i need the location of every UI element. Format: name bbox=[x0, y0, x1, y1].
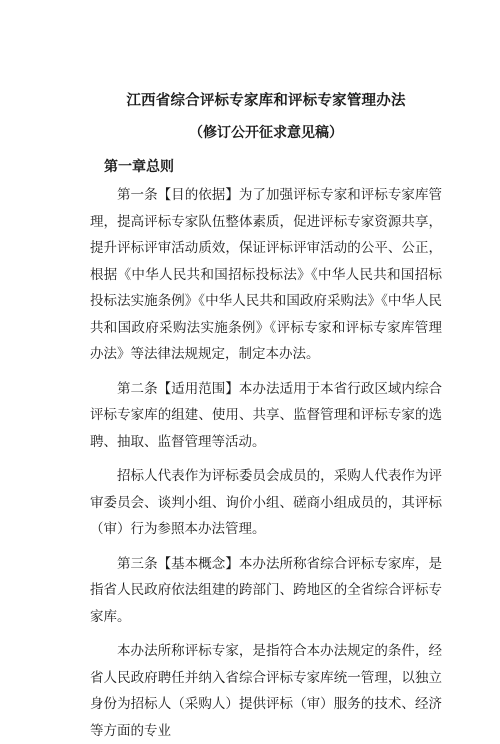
paragraph-article-3-definition: 本办法所称评标专家，是指符合本办法规定的条件，经省人民政府聘任并纳入省综合评标专家库统一管理，以独立身份为招标人（采购人）提供评标（审）服务的技术、经济等方面的专业 bbox=[90, 643, 442, 739]
document-subtitle: （修订公开征求意见稿） bbox=[189, 125, 343, 141]
paragraph-article-2: 第二条【适用范围】本办法适用于本省行政区域内综合评标专家库的组建、使用、共享、监督管理和评标专家的选聘、抽取、监督管理等活动。 bbox=[90, 380, 442, 450]
paragraph-article-2-note: 招标人代表作为评标委员会成员的，采购人代表作为评审委员会、谈判小组、询价小组、磋商小组成员的，其评标（审）行为参照本办法管理。 bbox=[90, 468, 442, 537]
document-title: 江西省综合评标专家库和评标专家管理办法 bbox=[126, 93, 406, 109]
paragraph-article-3: 第三条【基本概念】本办法所称省综合评标专家库，是指省人民政府依法组建的跨部门、跨地区的全省综合评标专家库。 bbox=[90, 555, 442, 625]
chapter-heading: 第一章总则 bbox=[104, 159, 174, 175]
paragraph-article-1: 第一条【目的依据】为了加强评标专家和评标专家库管理，提高评标专家队伍整体素质，促进评标专家资源共享，提升评标评审活动质效，保证评标评审活动的公平、公正，根据《中华人民共和国招标投标法》《中华人民共和国招标投标法实施条例》《中华人民共和国政府采购法》《中华人民共和国政府采购法实施条例》《评标专家和评标专家库管理办法》等法律法规规定，制定本办法。 bbox=[90, 187, 442, 362]
